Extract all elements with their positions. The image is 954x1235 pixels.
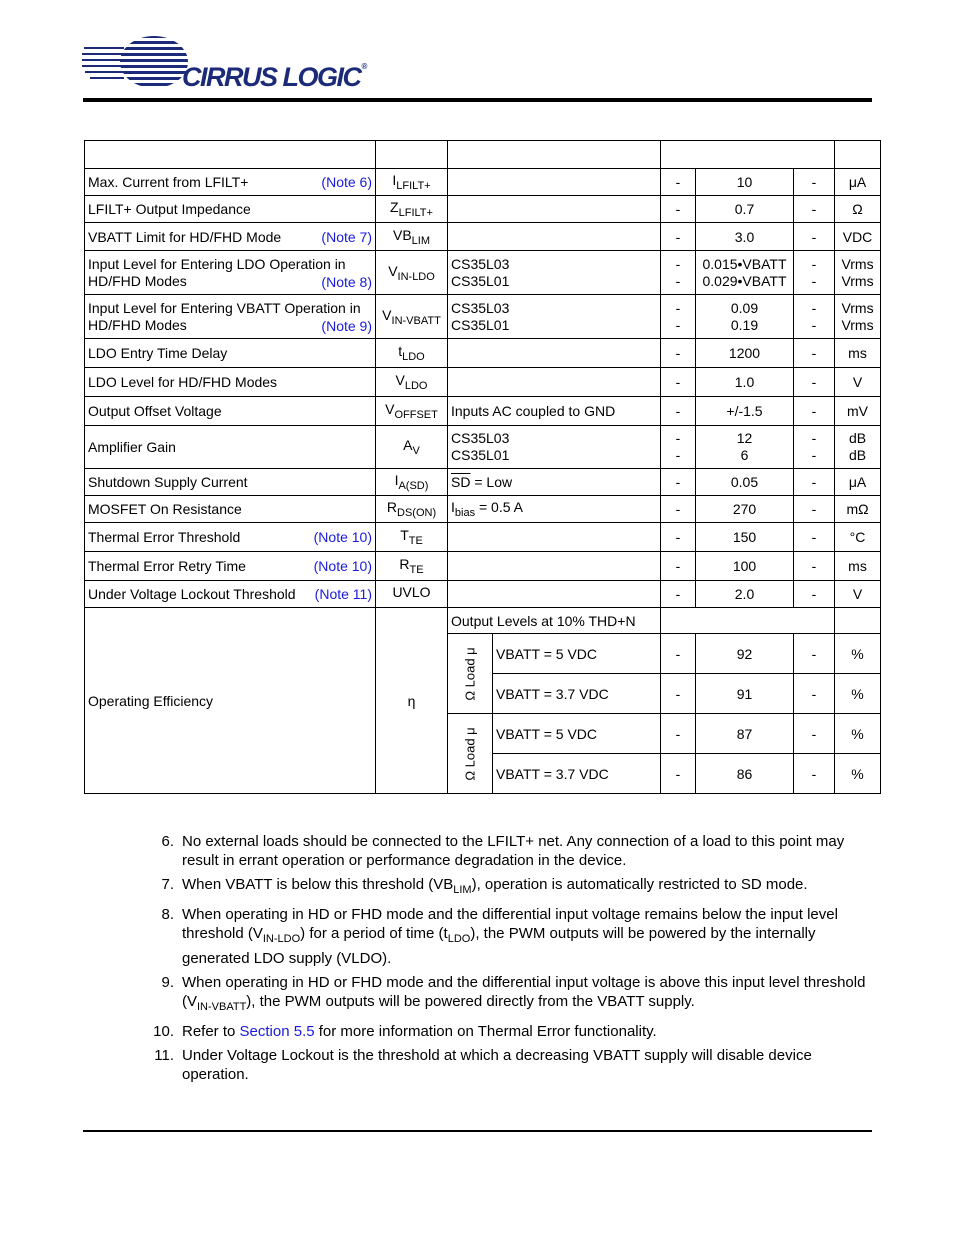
param-cell: Input Level for Entering VBATT Operation in HD/FHD Modes (Note 9) bbox=[85, 295, 376, 339]
table-row bbox=[85, 223, 881, 251]
symbol-cell: $R_{DS(ON)}$ bbox=[376, 496, 448, 523]
param-cell: Max. Current from LFILT+ (Note 6) bbox=[85, 169, 376, 196]
max-cell: - - bbox=[794, 295, 835, 339]
typ-cell: 270 bbox=[696, 496, 794, 523]
max-cell: - bbox=[794, 196, 835, 223]
condition-cell bbox=[448, 368, 661, 397]
typ-cell: 92 bbox=[696, 634, 794, 674]
unit-cell: mV bbox=[835, 397, 881, 426]
condition-cell bbox=[448, 339, 661, 368]
min-cell: - bbox=[661, 469, 696, 496]
max-cell: - bbox=[794, 397, 835, 426]
note-link[interactable]: (Note 7) bbox=[321, 228, 372, 245]
condition-cell bbox=[448, 523, 661, 552]
symbol-cell: $V_{LDO}$ bbox=[376, 368, 448, 397]
table-row bbox=[85, 169, 881, 196]
condition-cell bbox=[448, 223, 661, 251]
param-cell: Thermal Error Retry Time (Note 10) bbox=[85, 552, 376, 581]
min-cell: - bbox=[661, 339, 696, 368]
symbol-cell: $I_{A(SD)}$ bbox=[376, 469, 448, 496]
typ-cell: 86 bbox=[696, 754, 794, 794]
param-cell: Output Offset Voltage bbox=[85, 397, 376, 426]
param-cell: Operating Efficiency bbox=[85, 608, 376, 794]
unit-cell: % bbox=[835, 714, 881, 754]
param-cell: VBATT Limit for HD/FHD Mode (Note 7) bbox=[85, 223, 376, 251]
unit-cell: dB dB bbox=[835, 426, 881, 469]
max-cell: - - bbox=[794, 251, 835, 295]
unit-cell: % bbox=[835, 634, 881, 674]
note-item: 6. No external loads should be connected to the LFILT+ net. Any connection of a load to this point may result in errant operation or performance degradation in the device. bbox=[161, 833, 845, 869]
max-cell: - bbox=[794, 169, 835, 196]
max-cell: - bbox=[794, 339, 835, 368]
min-cell: - bbox=[661, 196, 696, 223]
table-row bbox=[85, 469, 881, 496]
condition-cell: VBATT = 3.7 VDC bbox=[493, 754, 661, 794]
max-cell: - bbox=[794, 552, 835, 581]
footer-rule bbox=[83, 1130, 872, 1132]
header-symbol-cell bbox=[376, 141, 448, 169]
header-parameter-cell bbox=[85, 141, 376, 169]
symbol-cell: η bbox=[376, 608, 448, 794]
unit-cell: °C bbox=[835, 523, 881, 552]
condition-cell: VBATT = 5 VDC bbox=[493, 634, 661, 674]
unit-cell: % bbox=[835, 674, 881, 714]
min-cell: - - bbox=[661, 295, 696, 339]
logo-wordmark: CIRRUS LOGIC® bbox=[182, 62, 366, 92]
table-row bbox=[85, 295, 881, 339]
note-item: 7. When VBATT is below this threshold $(VB_{LIM})$, operation is automatically restricted to SD mode. bbox=[161, 876, 808, 896]
min-cell: - bbox=[661, 754, 696, 794]
unit-cell: μA bbox=[835, 169, 881, 196]
condition-cell: Inputs AC coupled to GND bbox=[448, 397, 661, 426]
max-cell: - bbox=[794, 223, 835, 251]
load-label-cell: Ω Load μ bbox=[448, 634, 493, 714]
symbol-cell: $VB_{LIM}$ bbox=[376, 223, 448, 251]
efficiency-header-row bbox=[85, 608, 881, 634]
header-values-cell bbox=[661, 141, 835, 169]
param-cell: LDO Level for HD/FHD Modes bbox=[85, 368, 376, 397]
condition-cell bbox=[448, 552, 661, 581]
table-row bbox=[85, 552, 881, 581]
typ-cell: 100 bbox=[696, 552, 794, 581]
table-row bbox=[85, 523, 881, 552]
symbol-cell: $V_{IN-VBATT}$ bbox=[376, 295, 448, 339]
symbol-cell: $V_{OFFSET}$ bbox=[376, 397, 448, 426]
max-cell: - bbox=[794, 469, 835, 496]
typ-cell: 0.7 bbox=[696, 196, 794, 223]
table-row bbox=[85, 581, 881, 608]
typ-cell: 1200 bbox=[696, 339, 794, 368]
typ-cell: 87 bbox=[696, 714, 794, 754]
logo-swoosh-icon bbox=[82, 32, 192, 96]
unit-cell: Vrms Vrms bbox=[835, 295, 881, 339]
typ-cell: 0.05 bbox=[696, 469, 794, 496]
min-cell: - bbox=[661, 523, 696, 552]
note-item: 10. Refer to Section 5.5 for more information on Thermal Error functionality. bbox=[153, 1023, 657, 1040]
table-row bbox=[85, 426, 881, 469]
symbol-cell: $R_{TE}$ bbox=[376, 552, 448, 581]
param-cell: LFILT+ Output Impedance bbox=[85, 196, 376, 223]
condition-cell: Output Levels at 10% THD+N bbox=[448, 608, 661, 634]
min-cell: - - bbox=[661, 426, 696, 469]
symbol-cell: $A_V$ bbox=[376, 426, 448, 469]
max-cell: - bbox=[794, 523, 835, 552]
table-row bbox=[85, 397, 881, 426]
unit-cell: μA bbox=[835, 469, 881, 496]
typ-cell: 1.0 bbox=[696, 368, 794, 397]
unit-cell bbox=[835, 608, 881, 634]
min-cell: - bbox=[661, 581, 696, 608]
condition-cell: VBATT = 3.7 VDC bbox=[493, 674, 661, 714]
specifications-table bbox=[84, 140, 881, 794]
condition-cell: CS35L03 CS35L01 bbox=[448, 251, 661, 295]
param-cell: Under Voltage Lockout Threshold (Note 11) bbox=[85, 581, 376, 608]
min-cell: - bbox=[661, 368, 696, 397]
typ-cell: 12 6 bbox=[696, 426, 794, 469]
condition-cell: $\overline{SD}$ = Low bbox=[448, 469, 661, 496]
condition-cell bbox=[448, 196, 661, 223]
param-cell: Shutdown Supply Current bbox=[85, 469, 376, 496]
typ-cell: 150 bbox=[696, 523, 794, 552]
condition-cell: $I_{bias} = 0.5$ A bbox=[448, 496, 661, 523]
symbol-cell: UVLO bbox=[376, 581, 448, 608]
header-unit-cell bbox=[835, 141, 881, 169]
max-cell: - bbox=[794, 368, 835, 397]
param-cell: MOSFET On Resistance bbox=[85, 496, 376, 523]
note-link[interactable]: (Note 11) bbox=[314, 586, 372, 602]
typ-cell: 0.09 0.19 bbox=[696, 295, 794, 339]
max-cell: - bbox=[794, 754, 835, 794]
table-row bbox=[85, 368, 881, 397]
symbol-cell: $Z_{LFILT+}$ bbox=[376, 196, 448, 223]
note-link[interactable]: (Note 10) bbox=[313, 558, 372, 574]
table-header-row bbox=[85, 141, 881, 169]
note-item: 11. Under Voltage Lockout is the threshold at which a decreasing VBATT supply will disable device operation. bbox=[154, 1047, 812, 1083]
typ-cell: 2.0 bbox=[696, 581, 794, 608]
unit-cell: Ω bbox=[835, 196, 881, 223]
typ-cell: 91 bbox=[696, 674, 794, 714]
section-5-5-link[interactable]: Section 5.5 bbox=[239, 1023, 315, 1040]
note-link[interactable]: (Note 6) bbox=[321, 174, 372, 190]
min-cell: - bbox=[661, 496, 696, 523]
symbol-cell: $V_{IN-LDO}$ bbox=[376, 251, 448, 295]
unit-cell: VDC bbox=[835, 223, 881, 251]
note-link[interactable]: (Note 10) bbox=[313, 529, 372, 545]
note-item: 9. When operating in HD or FHD mode and the differential input voltage is above this input level threshold $(V_{IN-VBATT})$, the PWM outputs will be powered directly from the VBATT supply. bbox=[161, 974, 866, 1013]
min-cell: - bbox=[661, 634, 696, 674]
typ-cell: 10 bbox=[696, 169, 794, 196]
typ-cell: +/-1.5 bbox=[696, 397, 794, 426]
table-row bbox=[85, 196, 881, 223]
min-cell: - bbox=[661, 552, 696, 581]
condition-cell: CS35L03 CS35L01 bbox=[448, 426, 661, 469]
unit-cell: ms bbox=[835, 552, 881, 581]
typ-cell: 3.0 bbox=[696, 223, 794, 251]
unit-cell: V bbox=[835, 581, 881, 608]
min-cell: - - bbox=[661, 251, 696, 295]
symbol-cell: $I_{LFILT+}$ bbox=[376, 169, 448, 196]
cirrus-logic-logo bbox=[82, 32, 372, 96]
unit-cell: % bbox=[835, 754, 881, 794]
load-label-cell: Ω Load μ bbox=[448, 714, 493, 794]
condition-cell: VBATT = 5 VDC bbox=[493, 714, 661, 754]
max-cell: - bbox=[794, 714, 835, 754]
max-cell: - - bbox=[794, 426, 835, 469]
unit-cell: Vrms Vrms bbox=[835, 251, 881, 295]
min-cell: - bbox=[661, 674, 696, 714]
header-rule bbox=[83, 98, 872, 102]
typ-cell: 0.015•VBATT 0.029•VBATT bbox=[696, 251, 794, 295]
max-cell: - bbox=[794, 674, 835, 714]
header-conditions-cell bbox=[448, 141, 661, 169]
condition-cell bbox=[448, 581, 661, 608]
max-cell: - bbox=[794, 634, 835, 674]
note-link[interactable]: (Note 8) bbox=[321, 274, 372, 290]
min-cell: - bbox=[661, 714, 696, 754]
unit-cell: ms bbox=[835, 339, 881, 368]
min-cell: - bbox=[661, 169, 696, 196]
note-item: 8. When operating in HD or FHD mode and the differential input voltage remains below the input level threshold $(V_{IN-LDO})$ for a period of time $(t_{LDO})$, the PWM outputs will be powered by the internally generated LDO supply (VLDO). bbox=[161, 906, 838, 967]
note-link[interactable]: (Note 9) bbox=[321, 318, 372, 334]
condition-cell: CS35L03 CS35L01 bbox=[448, 295, 661, 339]
table-row bbox=[85, 496, 881, 523]
max-cell: - bbox=[794, 496, 835, 523]
symbol-cell: $t_{LDO}$ bbox=[376, 339, 448, 368]
symbol-cell: $T_{TE}$ bbox=[376, 523, 448, 552]
min-cell: - bbox=[661, 223, 696, 251]
unit-cell: V bbox=[835, 368, 881, 397]
param-cell: LDO Entry Time Delay bbox=[85, 339, 376, 368]
param-cell: Input Level for Entering LDO Operation in HD/FHD Modes (Note 8) bbox=[85, 251, 376, 295]
param-cell: Amplifier Gain bbox=[85, 426, 376, 469]
min-cell: - bbox=[661, 397, 696, 426]
max-cell: - bbox=[794, 581, 835, 608]
table-row bbox=[85, 339, 881, 368]
table-notes-list bbox=[150, 832, 872, 1089]
table-row bbox=[85, 251, 881, 295]
param-cell: Thermal Error Threshold (Note 10) bbox=[85, 523, 376, 552]
condition-cell bbox=[448, 169, 661, 196]
values-cell bbox=[661, 608, 835, 634]
unit-cell: mΩ bbox=[835, 496, 881, 523]
